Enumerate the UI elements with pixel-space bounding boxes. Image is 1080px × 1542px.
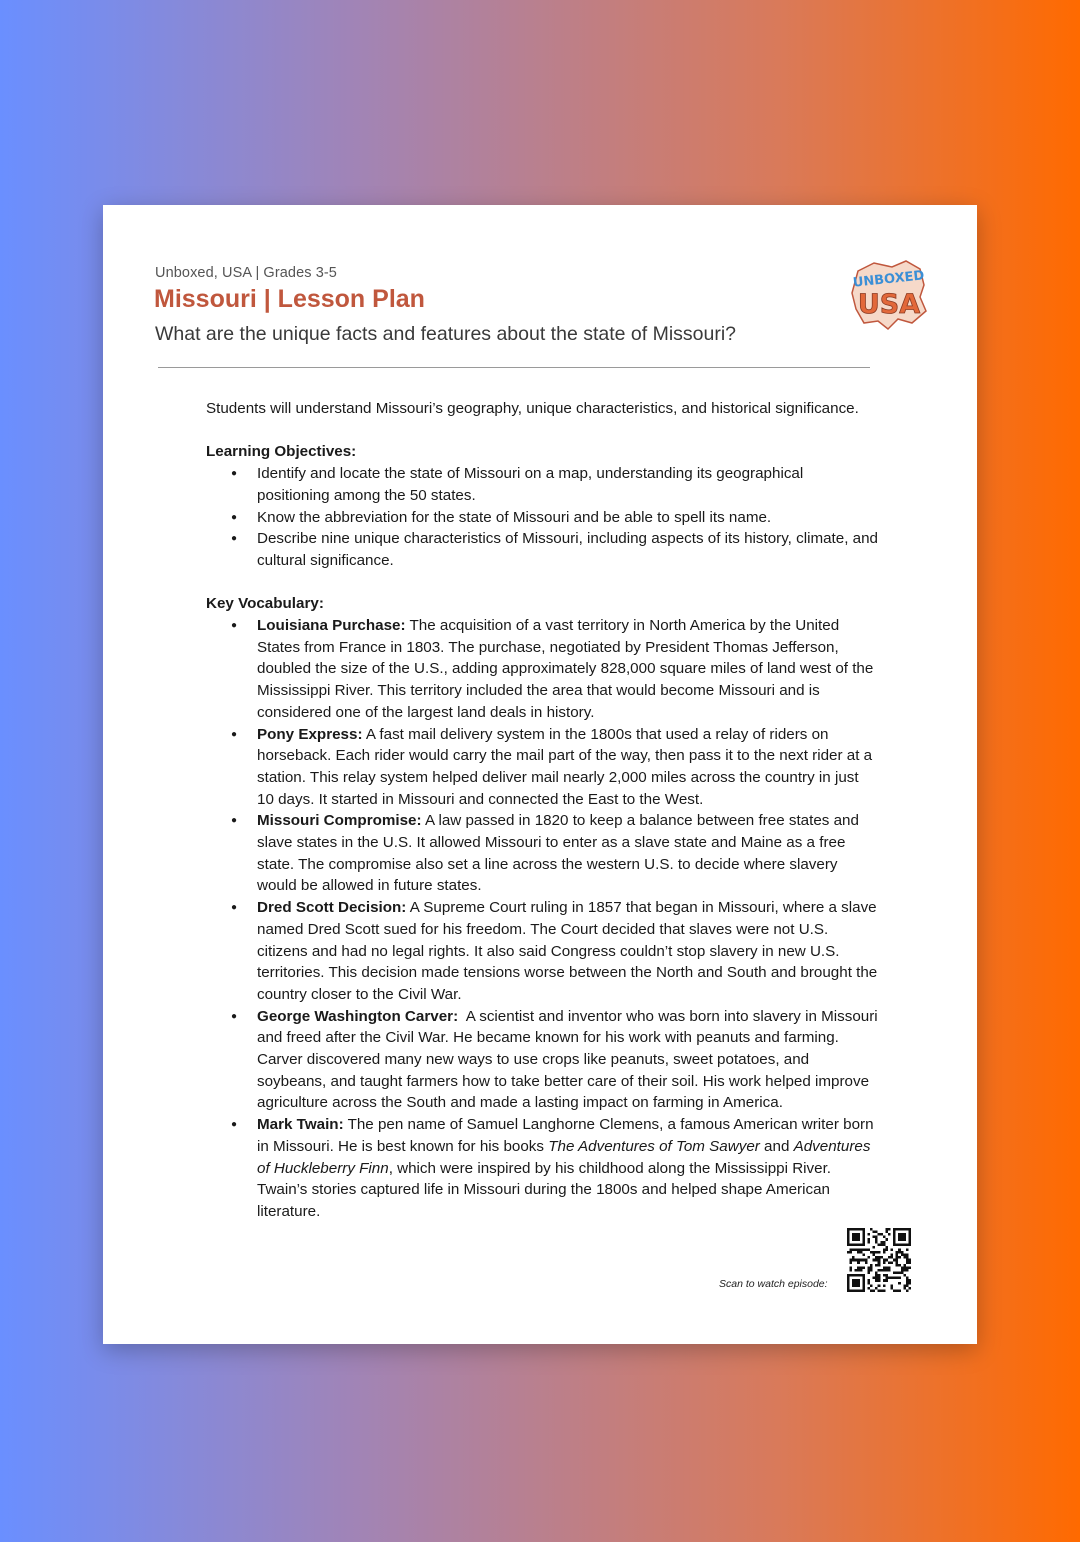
vocab-definition: and bbox=[759, 1137, 794, 1155]
list-item: ● Know the abbreviation for the state of Missouri and be able to spell its name. bbox=[257, 507, 878, 529]
vocab-definition: The acquisition of a vast territory in North America by the United States from France in 1803. The purchase, negotiated by President Thomas Jefferson, doubled the size of the U.S., adding approximately 828,000 square miles of land west of the Mississippi River. This territory included the area that would become Missouri and is considered one of the largest land deals in history. bbox=[257, 617, 874, 721]
unboxed-usa-logo bbox=[848, 257, 930, 333]
page-title: Missouri | Lesson Plan bbox=[154, 285, 425, 313]
svg-text:UNBOXED: UNBOXED bbox=[852, 268, 926, 291]
breadcrumb: Unboxed, USA | Grades 3-5 bbox=[155, 265, 337, 281]
vocab-term: George Washington Carver: bbox=[257, 1007, 459, 1025]
vocab-item-missouri-compromise bbox=[257, 810, 878, 897]
page-subtitle: What are the unique facts and features about the state of Missouri? bbox=[155, 323, 737, 345]
book-title: The Adventures of Tom Sawyer bbox=[548, 1137, 760, 1155]
vocabulary-list bbox=[206, 615, 882, 1223]
list-item: ● Identify and locate the state of Missouri on a map, understanding its geographical positioning among the 50 states. bbox=[257, 463, 878, 506]
vocab-definition: , which were inspired by his childhood along the Mississippi River. Twain’s stories captured life in Missouri during the 1800s and helped shape American literature. bbox=[257, 1159, 832, 1220]
lesson-content bbox=[206, 398, 882, 1223]
scan-label: Scan to watch episode: bbox=[719, 1278, 828, 1290]
list-item: ● Describe nine unique characteristics of Missouri, including aspects of its history, climate, and cultural significance. bbox=[257, 528, 878, 571]
vocab-term: Dred Scott Decision: bbox=[257, 899, 407, 917]
vocab-term: Mark Twain: bbox=[257, 1116, 344, 1134]
vocabulary-heading: Key Vocabulary: bbox=[206, 595, 324, 613]
vocab-item-george-washington-carver bbox=[257, 1006, 882, 1115]
intro-paragraph: Students will understand Missouri’s geography, unique characteristics, and historical significance. bbox=[206, 400, 859, 417]
vocab-definition: The pen name of Samuel Langhorne Clemens, a famous American writer born in Missouri. He is best known for his books bbox=[257, 1116, 874, 1155]
objectives-list bbox=[206, 463, 878, 572]
lesson-plan-page bbox=[103, 205, 977, 1344]
vocab-item-dred-scott-decision bbox=[257, 897, 878, 1006]
vocab-definition: A Supreme Court ruling in 1857 that began in Missouri, where a slave named Dred Scott sued for his freedom. The Court decided that slaves were not U.S. citizens and had no legal rights. It also said Congress couldn’t stop slavery in new U.S. territories. This decision made tensions worse between the North and South and brought the country closer to the Civil War. bbox=[257, 899, 878, 1003]
vocab-term: Louisiana Purchase: bbox=[257, 617, 406, 634]
vocab-definition: A law passed in 1820 to keep a balance between free states and slave states in the U.S. It allowed Missouri to enter as a slave state and Maine as a free state. The compromise also set a line across the western U.S. to decide where slavery would be allowed in future states. bbox=[257, 812, 859, 895]
objectives-heading: Learning Objectives: bbox=[206, 443, 357, 461]
vocab-item-pony-express bbox=[257, 724, 878, 811]
svg-text:USA: USA bbox=[857, 289, 921, 320]
vocab-definition: A scientist and inventor who was born into slavery in Missouri and freed after the Civil War. He became known for his work with peanuts and farming. Carver discovered many new ways to use crops like peanuts, sweet potatoes, and soybeans, and taught farmers how to take better care of their soil. His work helped improve agriculture across the South and made a lasting impact on farming in America. bbox=[257, 1007, 882, 1112]
vocab-term: Pony Express: bbox=[257, 725, 363, 743]
book-title: Adventures of Huckleberry Finn bbox=[257, 1137, 871, 1177]
vocab-item-louisiana-purchase bbox=[257, 615, 878, 724]
vocab-definition: A fast mail delivery system in the 1800s that used a relay of riders on horseback. Each rider would carry the mail part of the way, then pass it to the next rider at a station. This relay system helped deliver mail nearly 2,000 miles across the country in just 10 days. It started in Missouri and connected the East to the West. bbox=[257, 725, 873, 808]
vocab-item-mark-twain bbox=[257, 1114, 878, 1223]
vocab-term: Missouri Compromise: bbox=[257, 812, 422, 830]
qr-code-icon[interactable] bbox=[847, 1228, 911, 1292]
header-divider bbox=[158, 367, 870, 368]
